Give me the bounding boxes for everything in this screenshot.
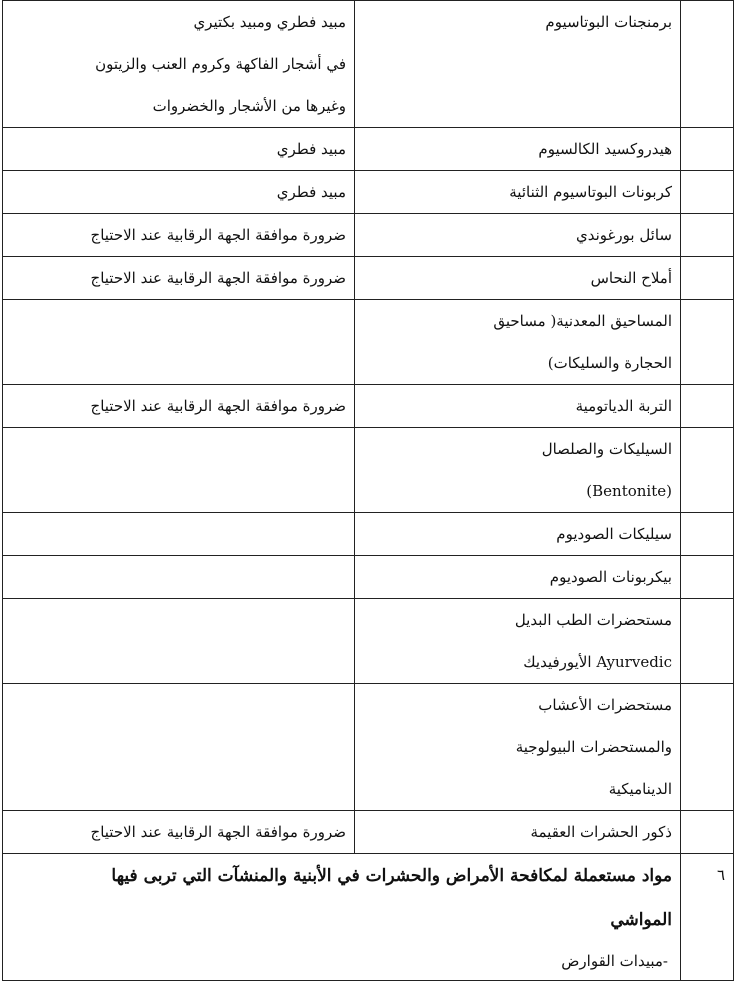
note-cell	[3, 556, 355, 599]
materials-table	[2, 0, 734, 981]
material-name: التربة الدياتومية	[575, 397, 672, 415]
note-text: ضرورة موافقة الجهة الرقابية عند الاحتياج	[90, 269, 346, 287]
material-name: مستحضرات الأعشاب	[538, 696, 672, 714]
row-number-cell	[681, 1, 734, 128]
material-cell	[355, 811, 681, 854]
table-row	[3, 513, 734, 556]
material-name: سائل بورغوندي	[576, 226, 672, 244]
material-name: مستحضرات الطب البديل	[514, 611, 672, 629]
table-row	[3, 128, 734, 171]
note-cell	[3, 385, 355, 428]
material-name: سيليكات الصوديوم	[556, 525, 672, 543]
note-text: ضرورة موافقة الجهة الرقابية عند الاحتياج	[90, 226, 346, 244]
note-cell	[3, 811, 355, 854]
material-cell	[355, 513, 681, 556]
row-number-cell	[681, 513, 734, 556]
row-number-cell	[681, 811, 734, 854]
row-number-cell	[681, 300, 734, 385]
material-name: (Bentonite)	[586, 482, 672, 500]
material-name: المساحيق المعدنية( مساحيق	[493, 312, 672, 330]
note-cell	[3, 257, 355, 300]
note-text: في أشجار الفاكهة وكروم العنب والزيتون	[95, 55, 346, 73]
material-name: الديناميكية	[608, 780, 672, 798]
table-row	[3, 556, 734, 599]
row-number-cell	[681, 599, 734, 684]
material-name: ذكور الحشرات العقيمة	[530, 823, 672, 841]
material-name: Ayurvedic الأيورفيديك	[523, 653, 672, 671]
row-number-cell	[681, 684, 734, 811]
material-name: السيليكات والصلصال	[541, 440, 672, 458]
note-cell	[3, 684, 355, 811]
row-number-cell	[681, 257, 734, 300]
table-row	[3, 811, 734, 854]
material-name: هيدروكسيد الكالسيوم	[538, 140, 672, 158]
material-cell	[355, 556, 681, 599]
table-row	[3, 385, 734, 428]
section-number: ٦	[681, 854, 734, 981]
material-cell	[355, 1, 681, 128]
row-number-cell	[681, 171, 734, 214]
material-name: الحجارة والسليكات)	[547, 354, 672, 372]
materials-table-body	[3, 1, 734, 854]
material-name: برمنجنات البوتاسيوم	[545, 13, 672, 31]
material-name: أملاح النحاس	[590, 269, 672, 287]
row-number-cell	[681, 128, 734, 171]
material-name: كربونات البوتاسيوم الثنائية	[509, 183, 672, 201]
section-6	[3, 854, 734, 981]
row-number-cell	[681, 385, 734, 428]
note-cell	[3, 599, 355, 684]
table-row	[3, 257, 734, 300]
note-cell	[3, 513, 355, 556]
note-cell	[3, 1, 355, 128]
note-cell	[3, 428, 355, 513]
note-cell	[3, 214, 355, 257]
note-cell	[3, 300, 355, 385]
note-cell	[3, 128, 355, 171]
table-row	[3, 428, 734, 513]
note-text: ضرورة موافقة الجهة الرقابية عند الاحتياج	[90, 397, 346, 415]
note-text: ضرورة موافقة الجهة الرقابية عند الاحتياج	[90, 823, 346, 841]
section-subitem: -مبيدات القوارض	[561, 952, 668, 970]
table-row	[3, 300, 734, 385]
row-number-cell	[681, 556, 734, 599]
table-row	[3, 684, 734, 811]
material-cell	[355, 257, 681, 300]
note-cell	[3, 171, 355, 214]
table-row	[3, 171, 734, 214]
note-text: مبيد فطري	[276, 140, 346, 158]
material-name: والمستحضرات البيولوجية	[515, 738, 672, 756]
material-cell	[355, 128, 681, 171]
material-cell	[355, 214, 681, 257]
material-cell	[355, 684, 681, 811]
note-text: مبيد فطري ومبيد بكتيري	[193, 13, 346, 31]
section-6-content	[3, 854, 681, 981]
table-row	[3, 599, 734, 684]
material-cell	[355, 385, 681, 428]
material-cell	[355, 599, 681, 684]
section-6-row	[3, 854, 734, 981]
note-text: مبيد فطري	[276, 183, 346, 201]
note-text: وغيرها من الأشجار والخضروات	[152, 97, 346, 115]
row-number-cell	[681, 214, 734, 257]
material-cell	[355, 171, 681, 214]
material-cell	[355, 300, 681, 385]
material-name: بيكربونات الصوديوم	[549, 568, 672, 586]
section-title-line-2: المواشي	[610, 910, 672, 930]
material-cell	[355, 428, 681, 513]
row-number-cell	[681, 428, 734, 513]
table-row	[3, 1, 734, 128]
table-row	[3, 214, 734, 257]
section-title-line-1: مواد مستعملة لمكافحة الأمراض والحشرات في الأبنية والمنشآت التي تربى فيها	[111, 866, 672, 886]
